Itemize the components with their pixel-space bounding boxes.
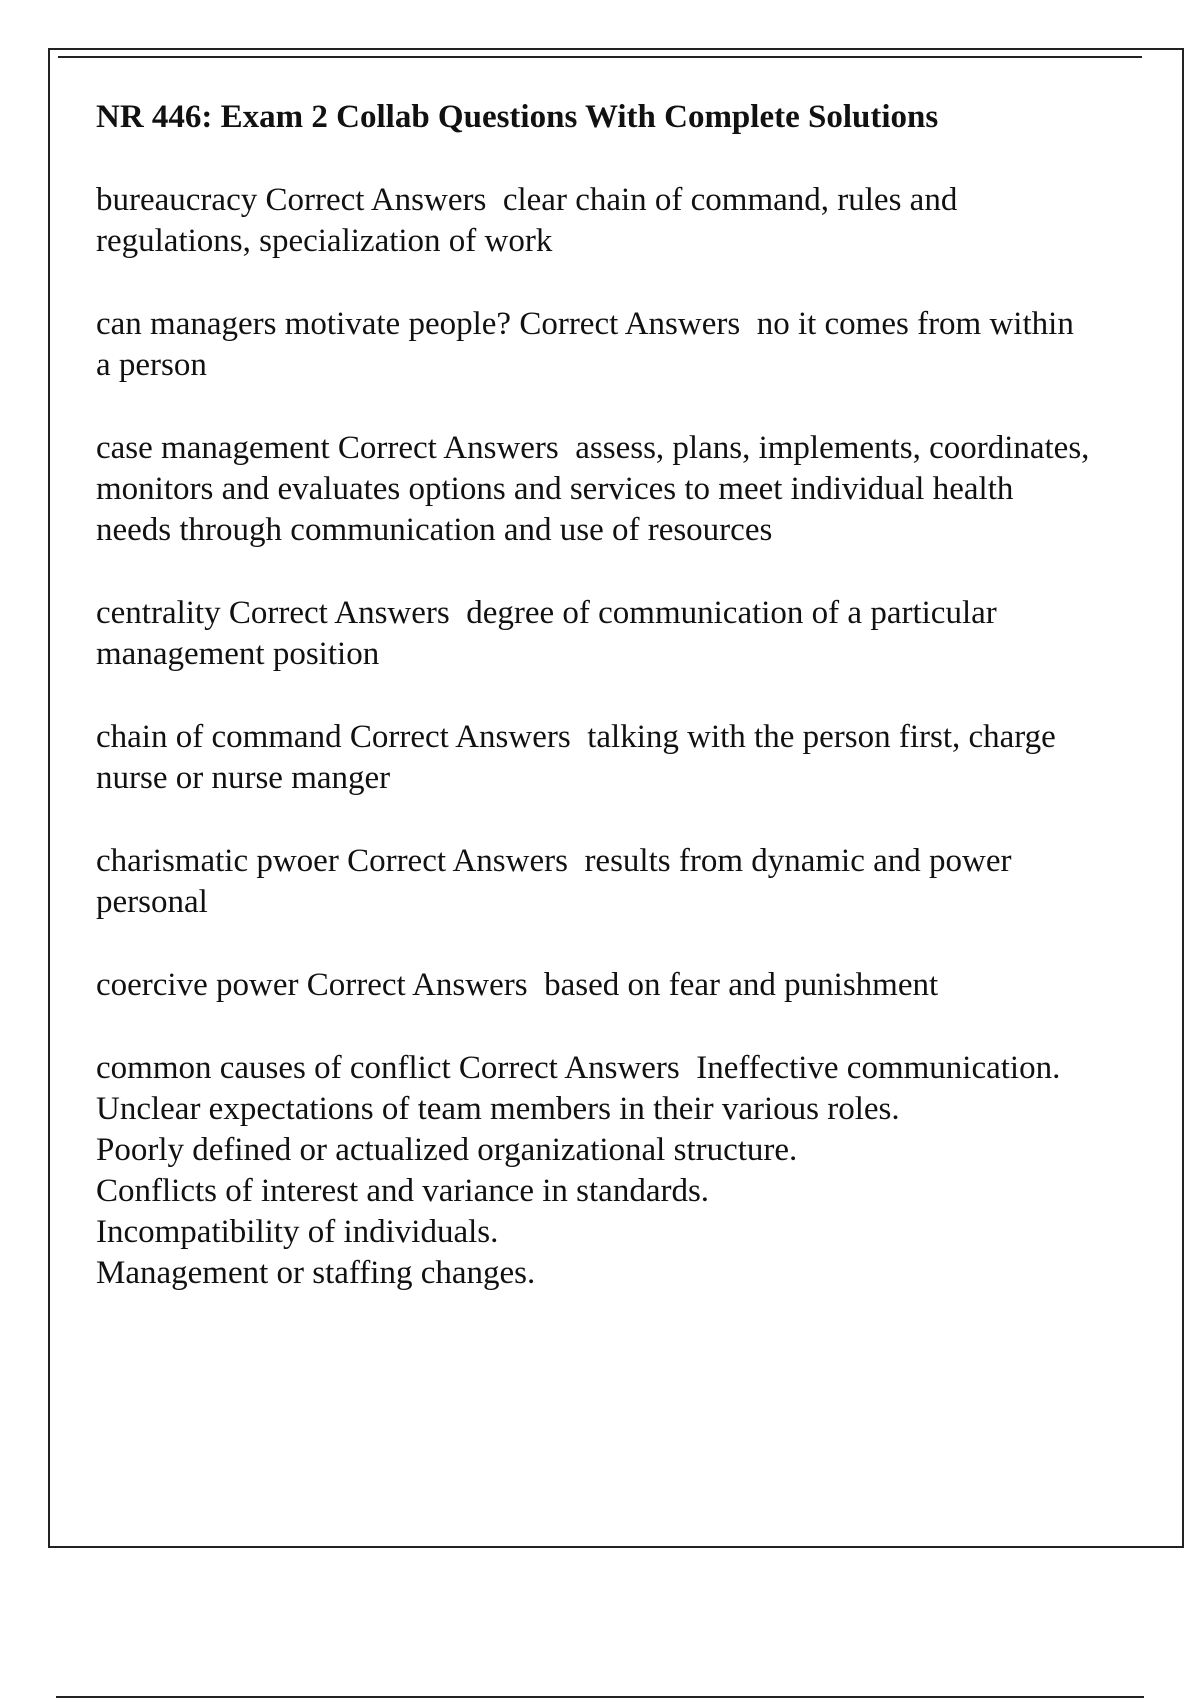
bottom-rule	[56, 1696, 1144, 1698]
entry-answer: degree of communication of a particular management position	[96, 595, 997, 672]
qa-entry	[96, 717, 1096, 799]
qa-entry	[96, 841, 1096, 923]
document-content	[96, 96, 1096, 1336]
entry-term: common causes of conflict	[96, 1050, 451, 1086]
entry-answer-label: Correct Answers	[265, 182, 487, 218]
top-rule	[58, 56, 1142, 58]
entry-term: charismatic pwoer	[96, 843, 339, 879]
entry-term: centrality	[96, 595, 221, 631]
qa-entry	[96, 180, 1096, 262]
entry-answer-label: Correct Answers	[347, 843, 568, 879]
entry-answer: clear chain of command, rules and regulations, specialization of work	[96, 182, 958, 259]
qa-entry	[96, 593, 1096, 675]
qa-entry	[96, 1048, 1096, 1294]
entry-answer: Ineffective communication. Unclear expectations of team members in their various roles. Poorly defined or actualized organizational structure. Conflicts of interest and variance in standards. Incompatibility of individuals. Management or staffing changes.	[96, 1050, 1061, 1291]
qa-entry	[96, 965, 1096, 1006]
entry-answer-label: Correct Answers	[458, 1050, 680, 1086]
entry-answer-label: Correct Answers	[306, 967, 528, 1003]
entry-answer: no it comes from within a person	[96, 306, 1074, 383]
entry-term: coercive power	[96, 967, 299, 1003]
entry-answer: results from dynamic and power personal	[96, 843, 1012, 920]
entry-term: can managers motivate people?	[96, 306, 512, 342]
entry-term: case management	[96, 430, 330, 466]
page-title: NR 446: Exam 2 Collab Questions With Complete Solutions	[96, 99, 939, 135]
entry-term: bureaucracy	[96, 182, 258, 218]
qa-entry	[96, 304, 1096, 386]
entry-answer: assess, plans, implements, coordinates, monitors and evaluates options and services to meet individual health needs through communication and use of resources	[96, 430, 1090, 548]
entry-answer-label: Correct Answers	[228, 595, 450, 631]
entry-answer-label: Correct Answers	[519, 306, 741, 342]
entry-answer: based on fear and punishment	[544, 967, 939, 1003]
entry-answer: talking with the person first, charge nurse or nurse manger	[96, 719, 1056, 796]
entry-answer-label: Correct Answers	[349, 719, 571, 755]
entry-answer-label: Correct Answers	[337, 430, 559, 466]
qa-entry	[96, 428, 1096, 551]
entry-term: chain of command	[96, 719, 342, 755]
